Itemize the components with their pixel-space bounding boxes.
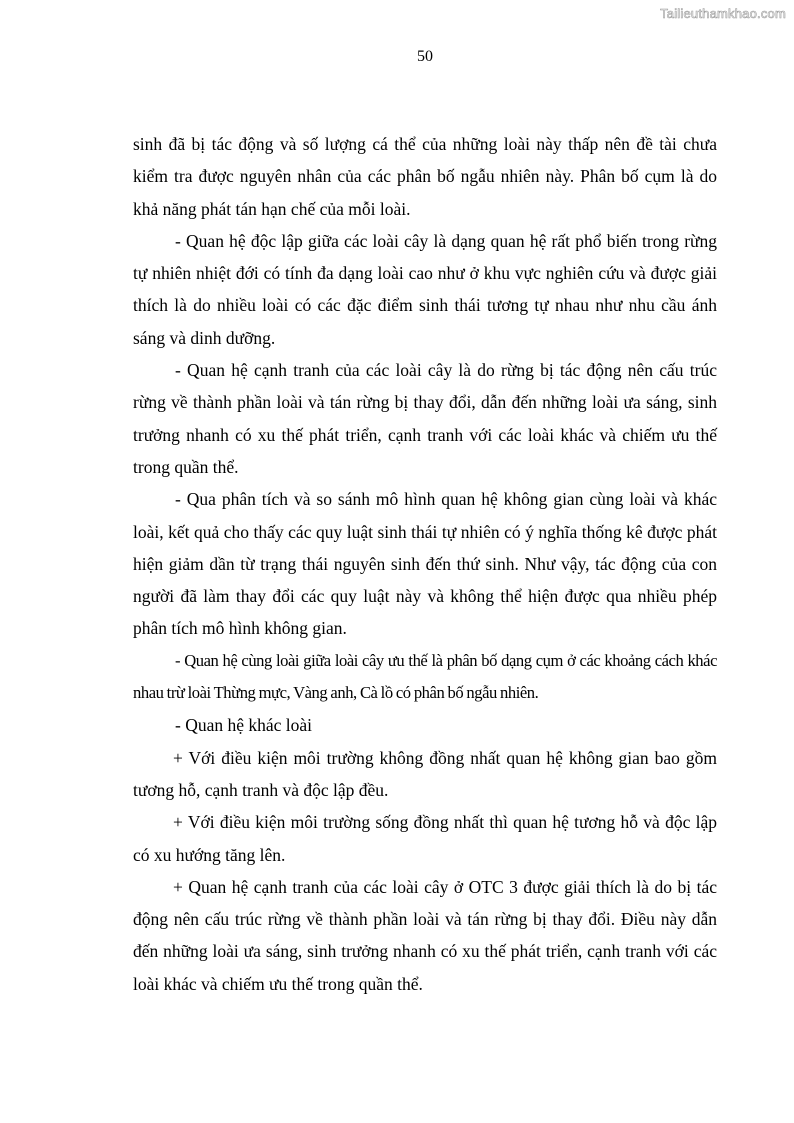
paragraph-homogeneous-environment: + Với điều kiện môi trường sống đồng nhất thì quan hệ tương hỗ và độc lập có xu hướng tăng lên. bbox=[133, 812, 717, 865]
page-number: 50 bbox=[417, 48, 433, 65]
paragraph-heterogeneous-environment: + Với điều kiện môi trường không đồng nhất quan hệ không gian bao gồm tương hỗ, cạnh tranh và độc lập đều. bbox=[133, 747, 717, 800]
paragraph-independent-relationship: - Quan hệ độc lập giữa các loài cây là dạng quan hệ rất phổ biến trong rừng tự nhiên nhiệt đới có tính đa dạng loài cao như ở khu vực nghiên cứu và được giải thích là do nhiều loài có các đặc điểm sinh thái tương tự nhau như nhu cầu ánh sáng và dinh dưỡng. bbox=[133, 230, 717, 348]
paragraph-continuation: sinh đã bị tác động và số lượng cá thể của những loài này thấp nên đề tài chưa kiểm tra được nguyên nhân của các phân bố ngẫu nhiên này. Phân bố cụm là do khả năng phát tán hạn chế của mỗi loài. bbox=[133, 134, 717, 219]
watermark: Tailieuthamkhao.com bbox=[660, 6, 786, 21]
paragraph-competitive-relationship: - Quan hệ cạnh tranh của các loài cây là do rừng bị tác động nên cấu trúc rừng về thành phần loài và tán rừng bị thay đổi, dẫn đến những loài ưa sáng, sinh trưởng nhanh có xu thế phát triển, cạnh tranh với các loài khác và chiếm ưu thế trong quần thể. bbox=[133, 360, 717, 477]
document-body bbox=[133, 128, 717, 1000]
paragraph-otc3-competition: + Quan hệ cạnh tranh của các loài cây ở OTC 3 được giải thích là do bị tác động nên cấu trúc rừng về thành phần loài và tán rừng bị thay đổi. Điều này dẫn đến những loài ưa sáng, sinh trưởng nhanh có xu thế phát triển, cạnh tranh với các loài khác và chiếm ưu thế trong quần thể. bbox=[133, 876, 717, 994]
paragraph-intraspecific-relationship: - Quan hệ cùng loài giữa loài cây ưu thế là phân bố dạng cụm ở các khoảng cách khác nhau trừ loài Thừng mực, Vàng anh, Cà lồ có phân bố ngẫu nhiên. bbox=[133, 650, 717, 703]
paragraph-interspecific-heading: - Quan hệ khác loài bbox=[175, 715, 313, 736]
paragraph-spatial-analysis: - Qua phân tích và so sánh mô hình quan hệ không gian cùng loài và khác loài, kết quả cho thấy các quy luật sinh thái tự nhiên có ý nghĩa thống kê được phát hiện giảm dần từ trạng thái nguyên sinh đến thứ sinh. Như vậy, tác động của con người đã làm thay đổi các quy luật này và không thể hiện được qua nhiều phép phân tích mô hình không gian. bbox=[133, 489, 717, 639]
